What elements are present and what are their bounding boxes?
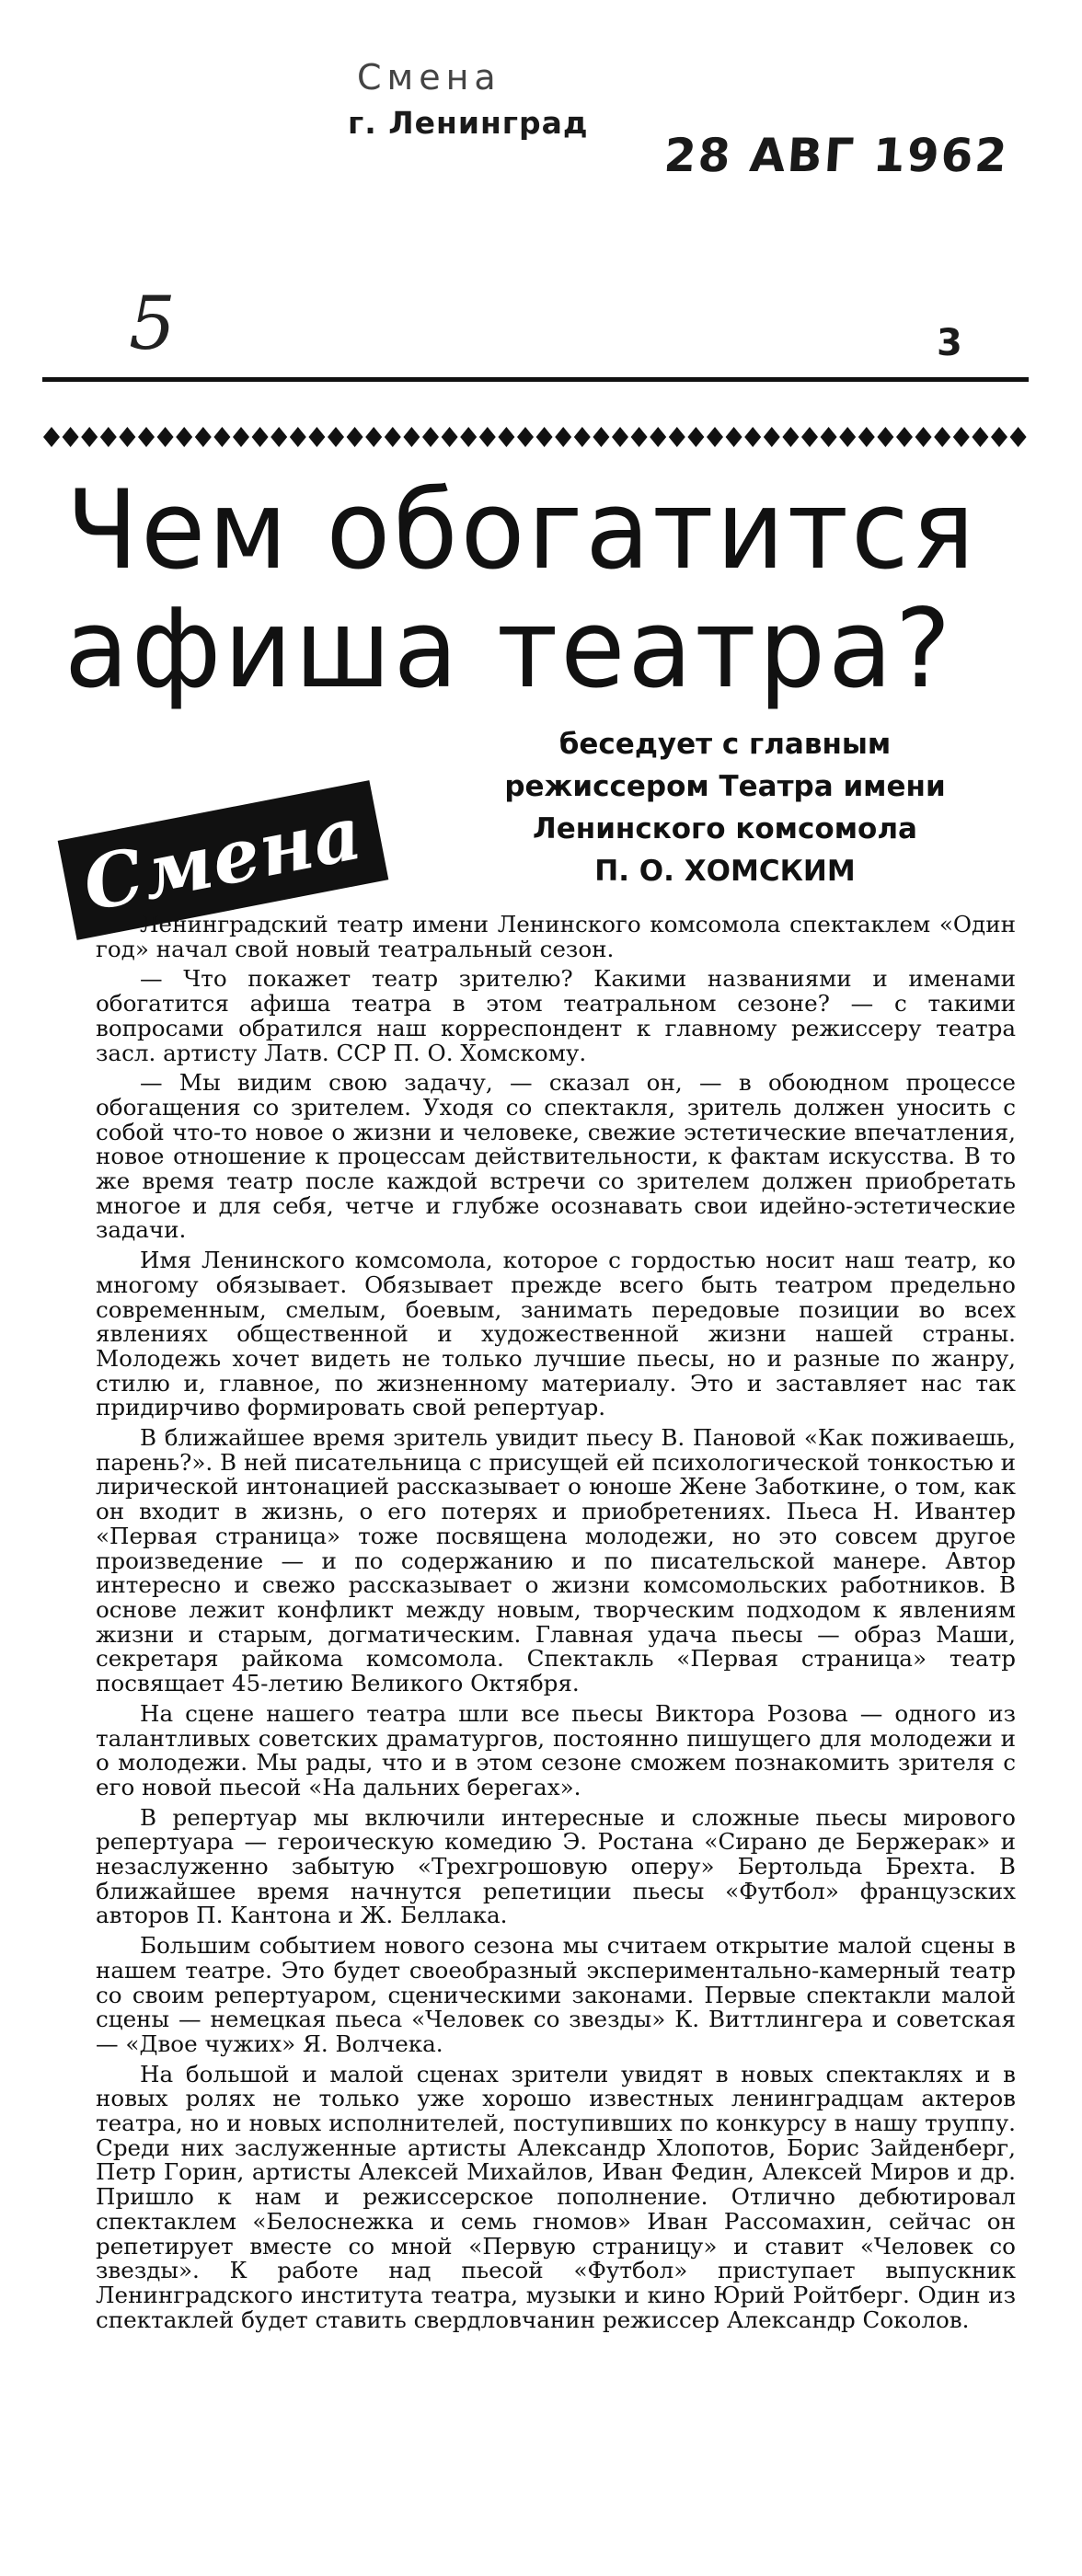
diamond-ornament: [707, 427, 723, 447]
diamond-ornament: [403, 427, 420, 447]
article-paragraph: В ближайшее время зритель увидит пьесу В. Пановой «Как поживаешь, парень?». В ней писательница с присущей ей психологической тонкостью и лирической интонацией рассказывает о юноше Жене Заботкине, о том, как он входит в жизнь, о его потерях и приобретениях. Пьеса Н. Ивантер «Первая страница» тоже посвящена молодежи, но это совсем другое произведение — и по содержанию и по писательской манере. Автор интересно и свежо рассказывает о жизни комсомольских работников. В основе лежит конфликт между новым, творческим подходом к явлениям жизни и старым, догматическим. Главная удача пьесы — образ Маши, секретаря райкома комсомола. Спектакль «Первая страница» театр посвящает 45-летию Великого Октября.: [96, 1424, 1016, 1697]
city-stamp: г. Ленинград: [348, 105, 589, 141]
article-paragraph: Ленинградский театр имени Ленинского комсомола спектаклем «Один год» начал свой новый театральный сезон.: [96, 911, 1016, 962]
diamond-ornament: [195, 427, 212, 447]
diamond-ornament: [1010, 427, 1027, 447]
diamond-ornament: [233, 427, 249, 447]
diamond-ornament: [726, 427, 742, 447]
diamond-ornament: [176, 427, 192, 447]
headline: [57, 466, 1032, 713]
subheadline-line-1: беседует с главным: [558, 728, 892, 761]
diamond-ornament: [422, 427, 439, 447]
diamond-ornament: [100, 427, 117, 447]
subheadline-line-4: П. О. ХОМСКИМ: [594, 855, 856, 888]
diamond-ornament: [877, 427, 893, 447]
diamond-ornament: [782, 427, 799, 447]
subheadline-line-3: Ленинского комсомола: [533, 812, 917, 845]
diamond-ornament: [347, 427, 363, 447]
diamond-ornament: [593, 427, 609, 447]
diamond-ornament: [213, 427, 230, 447]
article-paragraph: На сцене нашего театра шли все пьесы Виктора Розова — одного из талантливых советских драматургов, постоянно пишущего для молодежи и о молодежи. Мы рады, что и в этом сезоне сможем познакомить зрителя с его новой пьесой «На дальних берегах».: [96, 1699, 1016, 1800]
diamond-ornament: [536, 427, 553, 447]
diamond-ornament: [119, 427, 135, 447]
diamond-ornament: [498, 427, 514, 447]
diamond-ornament: [138, 427, 155, 447]
diamond-ornament: [43, 427, 60, 447]
diamond-ornament: [442, 427, 458, 447]
article-paragraph: — Мы видим свою задачу, — сказал он, — в обоюдном процессе обогащения со зрителем. Уходя со спектакля, зритель должен уносить с собой что-то новое о жизни и человеке, свежие эстетические впечатления, новое отношение к процессам действительности, к фактам искусства. В то же время театр после каждой встречи со зрителем должен приобретать многое и для себя, четче и глубже осознавать свои идейно-эстетические задачи.: [96, 1069, 1016, 1244]
newspaper-name-stamp: Смена: [357, 57, 501, 98]
diamond-ornament: [63, 427, 79, 447]
diamond-ornament: [631, 427, 648, 447]
diamond-ornament: [972, 427, 988, 447]
diamond-ornament: [764, 427, 780, 447]
diamond-ornament: [839, 427, 856, 447]
headline-line-2: афиша театра?: [64, 584, 954, 713]
newspaper-logo-text: Смена: [76, 788, 370, 928]
diamond-ornament: [934, 427, 950, 447]
handwritten-number: 5: [129, 281, 176, 366]
top-rule: [42, 377, 1029, 382]
diamond-ornament: [953, 427, 970, 447]
diamond-ornament: [252, 427, 269, 447]
date-stamp: 28 АВГ 1962: [662, 129, 1011, 182]
article-paragraph: В репертуар мы включили интересные и сложные пьесы мирового репертуара — героическую комедию Э. Ростана «Сирано де Бержерак» и незаслуженно забытую «Трехгрошовую оперу» Бертольда Брехта. В ближайшее время начнутся репетиции пьесы «Футбол» французских авторов П. Кантона и Ж. Беллака.: [96, 1803, 1016, 1929]
diamond-ornament: [744, 427, 761, 447]
subheadline: [495, 723, 955, 892]
diamond-ornament: [915, 427, 932, 447]
diamond-ornament: [821, 427, 837, 447]
subheadline-line-2: режиссером Театра имени: [504, 770, 946, 803]
diamond-ornament: [801, 427, 818, 447]
article-paragraph: — Что покажет театр зрителю? Какими названиями и именами обогатится афиша театра в этом театральном сезоне? — с такими вопросами обратился наш корреспондент к главному режиссеру театра засл. артисту Латв. ССР П. О. Хомскому.: [96, 965, 1016, 1066]
diamond-ornament: [81, 427, 98, 447]
diamond-ornament: [555, 427, 571, 447]
diamond-ornament: [991, 427, 1007, 447]
diamond-ornament: [896, 427, 913, 447]
diamond-ornament: [328, 427, 344, 447]
diamond-border: [42, 425, 1029, 449]
diamond-ornament: [157, 427, 174, 447]
diamond-ornament: [270, 427, 287, 447]
diamond-ornament: [385, 427, 401, 447]
diamond-ornament: [365, 427, 382, 447]
article-paragraph: Имя Ленинского комсомола, которое с гордостью носит наш театр, ко многому обязывает. Обязывает прежде всего быть театром предельно современным, смелым, боевым, занимать передовые позиции во всех явлениях общественной и художественной жизни нашей страны. Молодежь хочет видеть не только лучшие пьесы, но и разные по жанру, стилю и, главное, по жизненному материалу. Это и заставляет нас так придирчиво формировать свой репертуар.: [96, 1247, 1016, 1421]
diamond-ornament: [479, 427, 496, 447]
diamond-ornament: [669, 427, 685, 447]
page-number: 3: [937, 322, 962, 364]
headline-line-1: Чем обогатится: [66, 466, 978, 594]
article-body: [96, 913, 1016, 2338]
article-paragraph: На большой и малой сценах зрители увидят в новых спектаклях и в новых ролях не только уже хорошо известных ленинградцам актеров театра, но и новых исполнителей, поступивших по конкурсу в нашу труппу. Среди них заслуженные артисты Александр Хлопотов, Борис Зайденберг, Петр Горин, артисты Алексей Михайлов, Иван Федин, Алексей Миров и др. Пришло к нам и режиссерское пополнение. Отлично дебютировал спектаклем «Белоснежка и семь гномов» Иван Рассомахин, сейчас он репетирует вместе со мной «Первую страницу» и ставит «Человек со звезды». К работе над пьесой «Футбол» приступает выпускник Ленинградского института театра, музыки и кино Юрий Ройтберг. Один из спектаклей будет ставить свердловчанин режиссер Александр Соколов.: [96, 2060, 1016, 2333]
diamond-ornament: [574, 427, 591, 447]
diamond-ornament: [308, 427, 325, 447]
diamond-ornament: [612, 427, 628, 447]
article-paragraph: Большим событием нового сезона мы считаем открытие малой сцены в нашем театре. Это будет своеобразный экспериментально-камерный театр со своим репертуаром, сценическими законами. Первые спектакли малой сцены — немецкая пьеса «Человек со звезды» К. Виттлингера и советская — «Двое чужих» Я. Волчека.: [96, 1932, 1016, 2057]
diamond-ornament: [290, 427, 306, 447]
diamond-ornament: [858, 427, 875, 447]
diamond-ornament: [517, 427, 534, 447]
diamond-ornament: [650, 427, 666, 447]
diamond-ornament: [687, 427, 704, 447]
diamond-ornament: [460, 427, 477, 447]
